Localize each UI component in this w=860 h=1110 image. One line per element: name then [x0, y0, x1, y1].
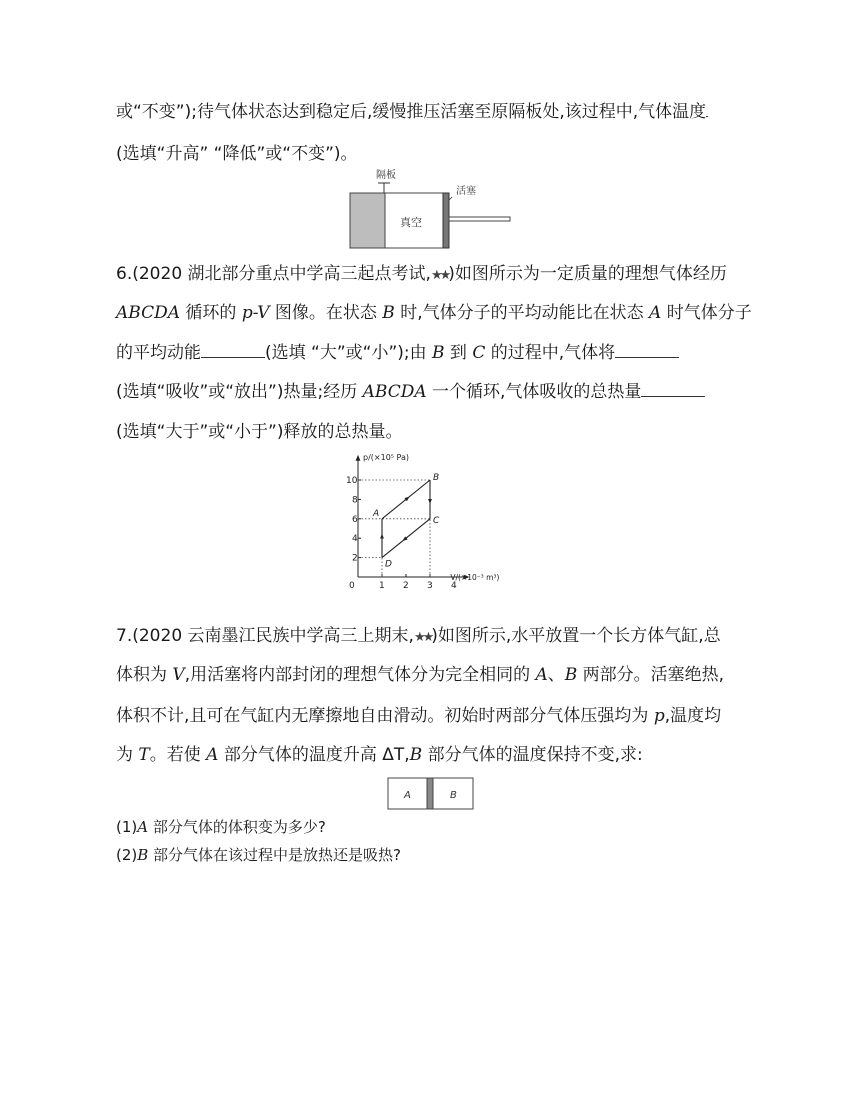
q6-line1: 6.(2020 湖北部分重点中学高三起点考试,★★)如图所示为一定质量的理想气体经历 — [116, 263, 727, 287]
partition-label: 隔板 — [376, 170, 396, 181]
x-tick-label: 3 — [427, 581, 433, 590]
point-label-A: A — [373, 508, 380, 519]
x-tick-label: 2 — [403, 581, 409, 590]
q7-line1: 7.(2020 云南墨江民族中学高三上期末,★★)如图所示,水平放置一个长方体气缸,总 — [116, 625, 721, 649]
point-label-D: D — [385, 559, 392, 570]
q7-sub2: (2)B 部分气体在该过程中是放热还是吸热? — [116, 846, 402, 864]
answer-blank[interactable] — [201, 342, 265, 358]
vacuum-label: 真空 — [400, 216, 422, 229]
chamber-a-label: A — [404, 790, 411, 801]
y-axis-label: p/(×10⁵ Pa) — [363, 453, 410, 462]
y-tick-label: 2 — [352, 553, 358, 564]
q6-line3: 的平均动能 (选填 “大”或“小”);由 B 到 C 的过程中,气体将 — [116, 342, 679, 364]
x-tick-label: 0 — [349, 581, 355, 590]
point-label-B: B — [433, 473, 440, 483]
piston-label: 活塞 — [456, 186, 476, 197]
point-label-C: C — [433, 515, 440, 526]
q7-line3: 体积不计,且可在气缸内无摩擦地自由滑动。初始时两部分气体压强均为 p,温度均 — [116, 706, 722, 726]
x-axis-label: V/(×10⁻³ m³) — [450, 573, 500, 582]
difficulty-star-icon: ★★ — [413, 630, 432, 645]
x-tick-label: 4 — [451, 581, 457, 590]
q6-line4: (选填“吸收”或“放出”)热量;经历 ABCDA 一个循环,气体吸收的总热量 — [116, 381, 705, 403]
y-tick-label: 6 — [352, 514, 358, 525]
q7-line2: 体积为 V,用活塞将内部封闭的理想气体分为完全相同的 A、B 两部分。活塞绝热, — [116, 665, 725, 685]
direction-arrow-icon — [404, 537, 407, 540]
x-tick-label: 1 — [379, 581, 385, 590]
direction-arrow-icon — [404, 498, 407, 501]
difficulty-star-icon: ★★ — [430, 268, 449, 283]
answer-blank[interactable] — [706, 101, 708, 117]
gas-region — [350, 193, 385, 248]
q6-line2: ABCDA 循环的 p-V 图像。在状态 B 时,气体分子的平均动能比在状态 A 时气体分子 — [116, 303, 752, 323]
two-chamber-figure — [387, 777, 475, 811]
piston-rod — [449, 217, 510, 221]
piston — [427, 778, 433, 809]
answer-blank[interactable] — [641, 381, 705, 397]
q7-line4: 为 T。若使 A 部分气体的温度升高 ΔT,B 部分气体的温度保持不变,求: — [116, 745, 643, 765]
answer-blank[interactable] — [615, 342, 679, 358]
cylinder-figure — [340, 166, 515, 252]
pv-chart — [335, 450, 535, 590]
q5-line1: 或“不变”);待气体状态达到稳定后,缓慢推压活塞至原隔板处,该过程中,气体温度 — [116, 102, 707, 122]
q6-line5: (选填“大于”或“小于”)释放的总热量。 — [116, 422, 403, 442]
chamber-b-label: B — [450, 790, 457, 801]
q7-sub1: (1)A 部分气体的体积变为多少? — [116, 818, 326, 836]
y-tick-label: 8 — [352, 495, 358, 506]
q5-line2: (选填“升高” “降低”或“不变”)。 — [116, 144, 358, 164]
piston — [443, 193, 449, 248]
y-tick-label: 10 — [346, 476, 358, 486]
y-tick-label: 4 — [352, 534, 358, 545]
